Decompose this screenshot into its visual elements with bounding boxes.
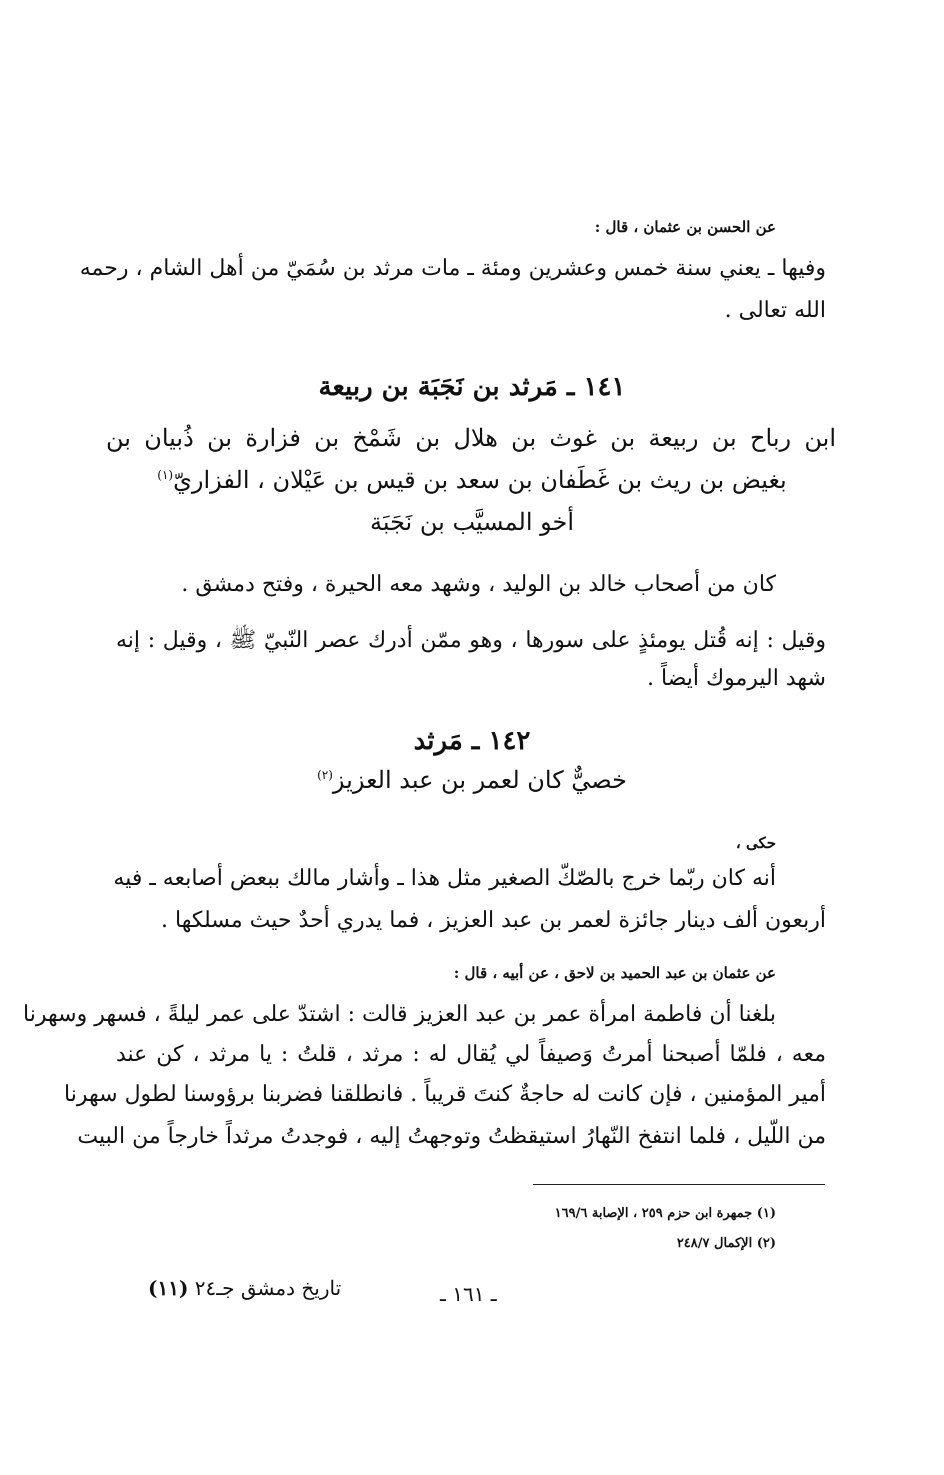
isnad-line: عن الحسن بن عثمان ، قال :	[594, 218, 776, 236]
footnote-marker: (٢)	[317, 768, 333, 782]
text-line: أربعون ألف دينار جائزة لعمر بن عبد العزيز ، فما يدري أحدٌ حيث مسلكها .	[161, 908, 826, 933]
signature-number: (١١)	[148, 1276, 189, 1300]
subtitle-text: خصيٌّ كان لعمر بن عبد العزيز	[332, 766, 627, 794]
text-line: الله تعالى .	[724, 298, 826, 323]
footnote-divider	[533, 1184, 825, 1185]
text-line: بلغنا أن فاطمة امرأة عمر بن عبد العزيز قالت : اشتدّ على عمر ليلةً ، فسهر وسهرنا	[23, 1002, 776, 1027]
page-number: ـ ١٦١ ـ	[440, 1282, 497, 1306]
isnad-line: حكى ،	[735, 834, 776, 852]
text-line: معه ، فلمّا أصبحنا أمرتُ وَصيفاً لي يُقال له : مرثد ، قلتُ : يا مرثد ، كن عند	[116, 1042, 826, 1067]
book-title: تاريخ دمشق جـ٢٤	[194, 1276, 342, 1300]
text-line: وقيل : إنه قُتل يومئذٍ على سورها ، وهو ممّن أدرك عصر النّبيّ ﷺ ، وقيل : إنه	[116, 628, 826, 653]
footnote: (١) جمهرة ابن حزم ٢٥٩ ، الإصابة ١٦٩/٦	[554, 1206, 776, 1221]
footnote: (٢) الإكمال ٢٤٨/٧	[676, 1236, 776, 1251]
entry-title: ١٤٢ ـ مَرثد	[413, 726, 531, 756]
entry-subtitle: أخو المسيَّب بن نَجَبَة	[369, 508, 575, 536]
entry-subtitle	[0, 766, 944, 794]
book-signature	[148, 1276, 341, 1300]
lineage-text: بغيض بن ريث بن غَطَفان بن سعد بن قيس بن عَيْلان ، الفزاريّ	[173, 466, 787, 494]
footnote-marker: (١)	[157, 468, 174, 482]
text-line: أمير المؤمنين ، فإن كانت له حاجةٌ كنتَ قريباً . فانطلقنا فضربنا برؤوسنا لطول سهرنا	[64, 1082, 826, 1107]
entry-lineage	[0, 466, 944, 494]
text-line: كان من أصحاب خالد بن الوليد ، وشهد معه الحيرة ، وفتح دمشق .	[181, 572, 776, 597]
text-line: وفيها ـ يعني سنة خمس وعشرين ومئة ـ مات مرثد بن سُمَيّ من أهل الشام ، رحمه	[79, 256, 826, 281]
text-line: أنه كان ربّما خرج بالصّكّ الصغير مثل هذا ـ وأشار مالك ببعض أصابعه ـ فيه	[113, 866, 776, 891]
text-line: من اللّيل ، فلما انتفخ النّهارُ استيقظتُ وتوجهتُ إليه ، فوجدتُ مرثداً خارجاً من البيت	[77, 1124, 826, 1149]
isnad-line: عن عثمان بن عبد الحميد بن لاحق ، عن أبيه ، قال :	[453, 964, 776, 982]
text-line: شهد اليرموك أيضاً .	[647, 666, 826, 691]
entry-title: ١٤١ ـ مَرثد بن نَجَبَة بن ربيعة	[318, 372, 626, 402]
entry-lineage: ابن رباح بن ربيعة بن غوث بن هلال بن شَمْخ بن فزارة بن ذُبيان بن	[106, 424, 836, 452]
